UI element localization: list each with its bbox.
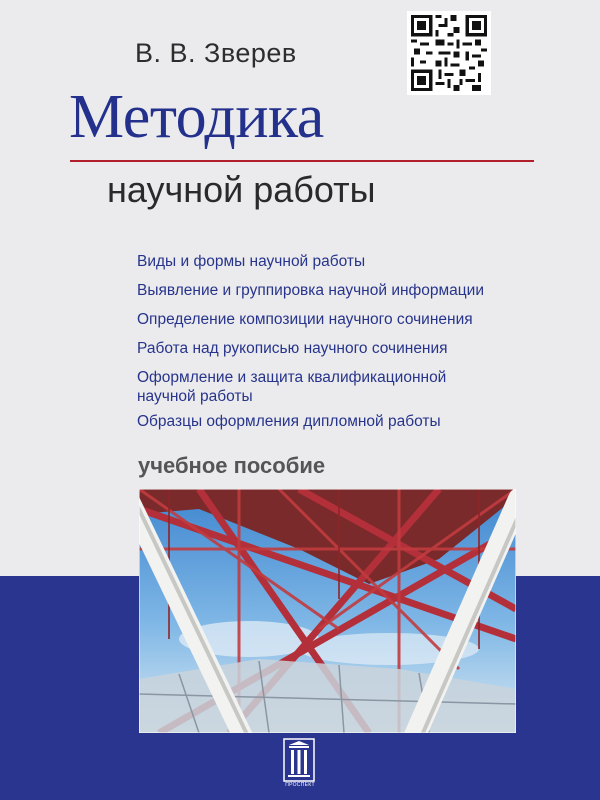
publisher-name: ПРОСПЕКТ [285,782,315,788]
topic-item: Оформление и защита квалификационной научной работы [137,369,447,405]
topic-item: Определение композиции научного сочинения [137,311,473,328]
topic-item: Выявление и группировка научной информации [137,282,485,299]
author-name: В. В. Зверев [135,38,297,68]
genre-label: учебное пособие [138,453,326,478]
cover-photo-bridge [139,489,516,733]
qr-code-icon [407,11,491,95]
title-divider [70,160,534,162]
topic-item: Работа над рукописью научного сочинения [137,340,448,357]
book-title: Методика [69,83,324,151]
topic-item: Виды и формы научной работы [137,253,366,270]
topics-list [137,252,537,441]
book-subtitle: научной работы [107,169,376,210]
topic-item: Образцы оформления дипломной работы [137,413,441,430]
